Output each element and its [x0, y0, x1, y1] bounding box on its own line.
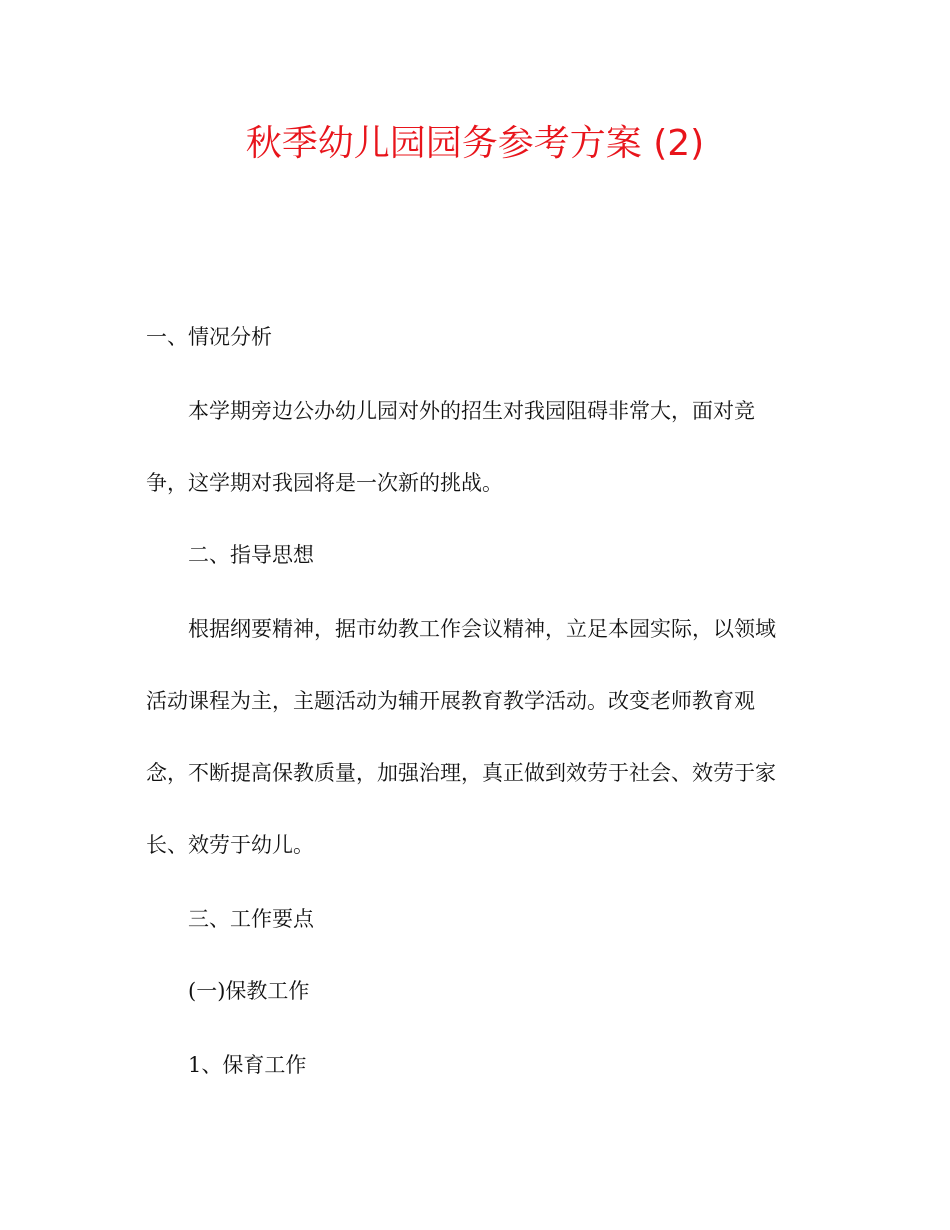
- section-heading-work-points: 三、工作要点: [188, 907, 314, 931]
- paragraph-line: 活动课程为主，主题活动为辅开展教育教学活动。改变老师教育观: [146, 689, 755, 713]
- paragraph-line: 本学期旁边公办幼儿园对外的招生对我园阻碍非常大，面对竞: [188, 399, 755, 423]
- item-heading-nursing-work: 1、保育工作: [188, 1053, 307, 1077]
- paragraph-line: 争，这学期对我园将是一次新的挑战。: [146, 471, 503, 495]
- document-title: 秋季幼儿园园务参考方案 (2): [245, 123, 705, 164]
- paragraph-line: 念，不断提高保教质量，加强治理，真正做到效劳于社会、效劳于家: [146, 761, 776, 785]
- paragraph-line: 根据纲要精神，据市幼教工作会议精神，立足本园实际，以领域: [188, 617, 776, 641]
- section-heading-guiding-thought: 二、指导思想: [188, 543, 314, 567]
- paragraph-line: 长、效劳于幼儿。: [146, 833, 314, 857]
- subsection-heading-care-education: (一)保教工作: [188, 979, 310, 1003]
- section-heading-situation: 一、情况分析: [146, 325, 272, 349]
